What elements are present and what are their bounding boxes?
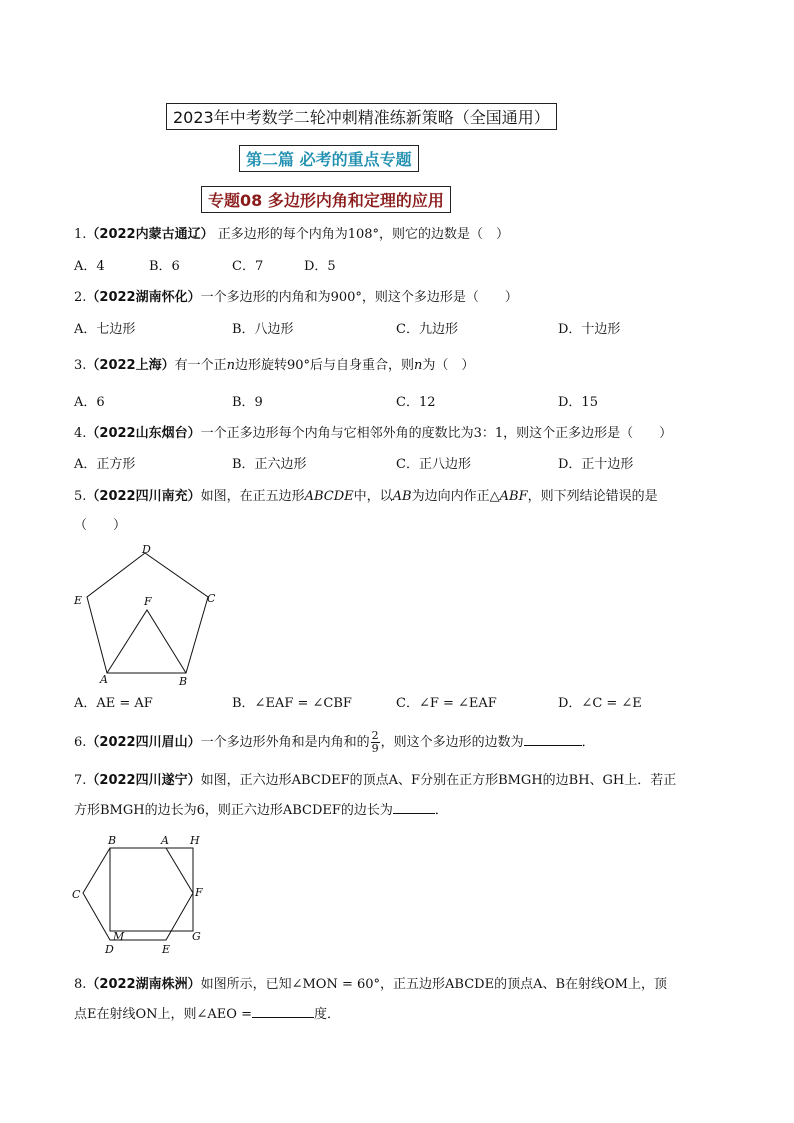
q3-option-c[interactable]: C．12 xyxy=(396,395,436,410)
q3-option-a[interactable]: A．6 xyxy=(74,395,105,410)
question-2 xyxy=(74,289,518,307)
label-m: M xyxy=(113,930,125,943)
question-source: （2022四川眉山） xyxy=(86,735,201,750)
q1-option-b[interactable]: B．6 xyxy=(149,259,180,274)
question-4 xyxy=(74,425,672,443)
q5-option-a[interactable]: A．AE = AF xyxy=(74,696,153,711)
label-a: A xyxy=(161,834,169,847)
question-8: 8.（2022湖南株洲）如图所示，已知∠MON = 60°，正五边形ABCDE的顶点A、B在射线OM上，顶 xyxy=(74,977,667,992)
triangle-abf xyxy=(107,610,186,673)
label-h: H xyxy=(190,834,200,847)
label-c: C xyxy=(207,592,216,605)
question-text: 一个多边形的内角和为900°，则这个多边形是（ ） xyxy=(200,290,518,305)
q3-option-b[interactable]: B．9 xyxy=(232,395,263,410)
pentagon-abcde xyxy=(87,553,208,673)
label-b: B xyxy=(108,834,117,847)
doc-title: 2023年中考数学二轮冲刺精准练新策略（全国通用） xyxy=(166,103,557,130)
question-number: 4. xyxy=(74,426,87,441)
answer-blank[interactable] xyxy=(252,1005,314,1018)
q5-option-d[interactable]: D．∠C = ∠E xyxy=(558,696,642,711)
question-8-line2: 点E在射线ON上，则∠AEO = 度． xyxy=(74,1007,340,1022)
question-number: 2. xyxy=(74,290,87,305)
question-source: （2022内蒙古通辽） xyxy=(86,227,214,242)
question-6: 6.（2022四川眉山）一个多边形外角和是内角和的 $\frac{2}{9}$ ，则这个多边形的边数为 ． xyxy=(74,729,595,755)
label-f: F xyxy=(144,595,152,608)
q4-option-a[interactable]: A．正方形 xyxy=(74,457,136,472)
q1-option-c[interactable]: C．7 xyxy=(232,259,264,274)
question-source: （2022湖南怀化） xyxy=(86,290,201,305)
q2-option-a[interactable]: A．七边形 xyxy=(74,322,136,337)
question-number: 3. xyxy=(74,358,87,373)
question-number: 7. xyxy=(74,773,87,788)
question-source: （2022湖南株洲） xyxy=(86,977,201,992)
answer-blank[interactable] xyxy=(393,801,435,814)
question-3: 3.（2022上海）有一个正n边形旋转90°后与自身重合，则n为（ ） xyxy=(74,358,475,373)
question-number: 5. xyxy=(74,489,87,504)
label-g: G xyxy=(192,930,201,943)
topic-title: 专题08 多边形内角和定理的应用 xyxy=(201,186,451,213)
question-source: （2022四川南充） xyxy=(86,489,201,504)
answer-blank[interactable] xyxy=(524,733,582,746)
label-c: C xyxy=(72,888,81,901)
q5-option-b[interactable]: B．∠EAF = ∠CBF xyxy=(232,696,352,711)
question-7: 7.（2022四川遂宁）如图，正六边形ABCDEF的顶点A、F分别在正方形BMGH的边BH、GH上．若正 xyxy=(74,773,677,788)
label-d: D xyxy=(105,943,114,955)
question-number: 6. xyxy=(74,735,87,750)
label-d: D xyxy=(142,543,151,556)
q5-option-c[interactable]: C．∠F = ∠EAF xyxy=(396,696,497,711)
question-text: 一个正多边形每个内角与它相邻外角的度数比为3：1，则这个正多边形是（ ） xyxy=(200,426,673,441)
q4-option-d[interactable]: D．正十边形 xyxy=(558,457,634,472)
label-e: E xyxy=(162,943,171,955)
question-5-paren: （ ） xyxy=(74,518,127,533)
question-7-line2: 方形BMGH的边长为6，则正六边形ABCDEF的边长为 ． xyxy=(74,803,448,818)
label-b: B xyxy=(179,675,188,688)
label-a: A xyxy=(100,673,108,686)
question-text: 有一个正 xyxy=(174,358,227,373)
q2-option-b[interactable]: B．八边形 xyxy=(232,322,294,337)
q1-option-d[interactable]: D．5 xyxy=(304,259,336,274)
pentagon-figure xyxy=(70,540,230,690)
q2-option-c[interactable]: C．九边形 xyxy=(396,322,458,337)
var-n: n xyxy=(226,358,235,373)
question-1 xyxy=(74,226,509,244)
question-source: （2022四川遂宁） xyxy=(86,773,201,788)
q1-option-a[interactable]: A．4 xyxy=(74,259,105,274)
q2-option-d[interactable]: D．十边形 xyxy=(558,322,621,337)
question-source: （2022上海） xyxy=(86,358,175,373)
square-bmgh xyxy=(110,848,193,931)
var-n: n xyxy=(414,358,423,373)
q4-option-b[interactable]: B．正六边形 xyxy=(232,457,307,472)
fraction: $\frac{2}{9}$ xyxy=(371,729,379,755)
label-e: E xyxy=(74,594,83,607)
question-5: 5.（2022四川南充）如图，在正五边形ABCDE中，以AB为边向内作正△ABF，则下列结论错误的是 xyxy=(74,489,658,504)
q3-option-d[interactable]: D．15 xyxy=(558,395,598,410)
hexagon-abcdef xyxy=(83,848,193,940)
label-f: F xyxy=(195,886,203,899)
q4-option-c[interactable]: C．正八边形 xyxy=(396,457,471,472)
question-source: （2022山东烟台） xyxy=(86,426,201,441)
question-number: 1. xyxy=(74,227,87,242)
question-text: 正多边形的每个内角为108°，则它的边数是（ ） xyxy=(217,227,510,242)
hexagon-square-figure xyxy=(68,830,218,955)
section-title: 第二篇 必考的重点专题 xyxy=(239,145,419,172)
question-number: 8. xyxy=(74,977,87,992)
